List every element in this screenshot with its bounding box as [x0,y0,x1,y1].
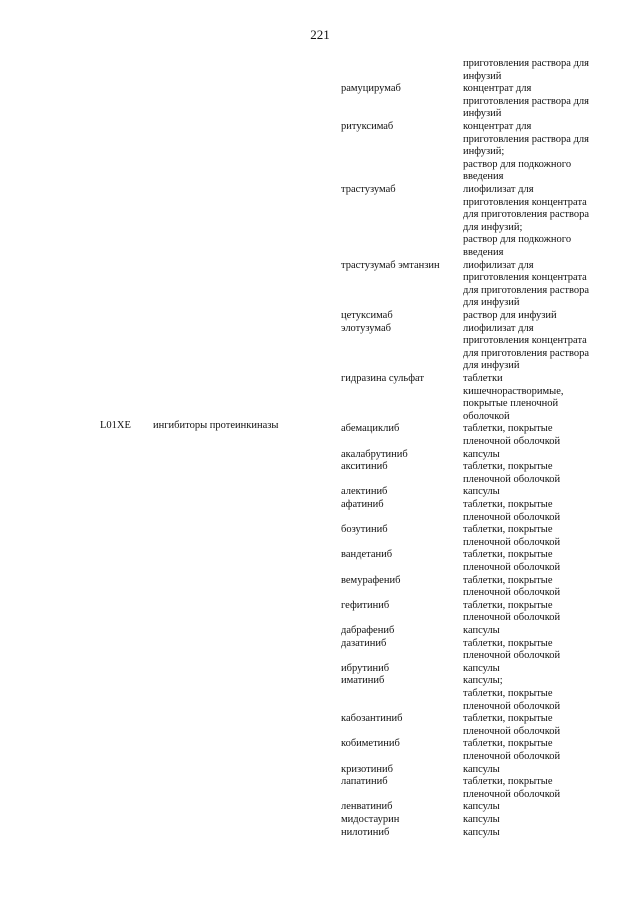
dosage-form-line: капсулы [463,814,500,825]
dosage-form [463,58,598,83]
dosage-form-line: приготовления концентрата [463,272,587,284]
drug-name: гефитиниб [341,599,390,611]
dosage-form [463,801,598,814]
dosage-form-line: приготовления раствора для [463,133,589,145]
dosage-form [463,461,598,486]
dosage-form-line: раствор для подкожного [463,158,572,170]
dosage-form [463,260,598,310]
drug-name: ритуксимаб [341,121,394,132]
dosage-form-line: пленочной оболочкой [463,587,561,599]
dosage-form-line: пленочной оболочкой [463,788,561,800]
dosage-form-line: приготовления раствора для [463,95,589,107]
dosage-form-line: таблетки, покрытые [463,687,553,699]
dosage-form [463,638,598,663]
dosage-form [463,549,598,574]
dosage-form-line: таблетки, покрытые [463,499,553,510]
dosage-form-line: инфузий; [463,146,505,158]
drug-name: акалабрутиниб [341,448,408,460]
dosage-form-line: таблетки, покрытые [463,776,553,788]
dosage-form [463,663,598,676]
dosage-form-line: капсулы [463,448,500,460]
dosage-form-line: для приготовления раствора [463,284,589,296]
dosage-form [463,524,598,549]
dosage-form-line: таблетки, покрытые [463,599,553,611]
dosage-form [463,486,598,499]
dosage-form [463,323,598,373]
dosage-form [463,625,598,638]
dosage-form-line: таблетки, покрытые [463,738,553,750]
dosage-form-line: таблетки, покрытые [463,524,553,536]
dosage-form [463,373,598,423]
atc-code: L01XE [100,420,131,431]
dosage-form-line: таблетки, покрытые [463,461,553,473]
drug-name: алектиниб [341,486,388,498]
dosage-form-line: пленочной оболочкой [463,536,561,548]
dosage-form-line: для инфузий [463,297,520,309]
drug-name: иматиниб [341,675,385,687]
dosage-form-line: лиофилизат для [463,259,534,271]
dosage-form [463,827,598,840]
atc-group-name: ингибиторы протеинкиназы [153,420,279,431]
dosage-form-line: концентрат для [463,83,532,95]
dosage-form [463,184,598,260]
drug-name: трастузумаб эмтанзин [341,259,440,271]
dosage-form-line: инфузий [463,108,502,120]
drug-name: акситиниб [341,461,388,473]
drug-name: дазатиниб [341,637,387,649]
dosage-form [463,499,598,524]
drug-name: кризотиниб [341,763,393,775]
drug-name: бозутиниб [341,524,388,536]
dosage-form-line: оболочкой [463,410,510,422]
dosage-form-line: для приготовления раствора [463,347,589,359]
dosage-form [463,575,598,600]
dosage-form [463,83,598,121]
dosage-form [463,776,598,801]
dosage-form-line: покрытые пленочной [463,398,559,410]
dosage-form-line: пленочной оболочкой [463,561,561,573]
dosage-form [463,600,598,625]
dosage-form-line: кишечнорастворимые, [463,385,564,397]
dosage-form-line: пленочной оболочкой [463,725,561,737]
dosage-form-line: капсулы [463,763,500,775]
dosage-form-line: капсулы [463,662,500,674]
dosage-form-line: пленочной оболочкой [463,473,561,485]
drug-name: кобиметиниб [341,738,400,750]
dosage-form-line: таблетки, покрытые [463,637,553,649]
drug-name: трастузумаб [341,184,396,195]
dosage-form-line: пленочной оболочкой [463,750,561,762]
dosage-form-line: введения [463,246,504,258]
dosage-form-line: приготовления концентрата [463,335,587,347]
dosage-form-line: приготовления раствора для [463,58,589,69]
drug-name: рамуцирумаб [341,83,401,95]
dosage-form-line: капсулы [463,801,500,813]
dosage-form-line: пленочной оболочкой [463,612,561,624]
dosage-form [463,738,598,763]
dosage-form-line: инфузий [463,70,502,82]
dosage-form-line: капсулы [463,486,500,498]
dosage-form-line: пленочной оболочкой [463,650,561,662]
dosage-form-line: лиофилизат для [463,322,534,334]
dosage-form-line: приготовления концентрата [463,196,587,208]
dosage-form-line: введения [463,171,504,183]
drug-name: элотузумаб [341,322,391,334]
drug-name: вемурафениб [341,574,401,586]
dosage-form-line: капсулы [463,625,500,636]
dosage-form-line: лиофилизат для [463,184,534,195]
drug-name: абемациклиб [341,423,400,435]
page-number: 221 [310,27,330,42]
dosage-form [463,449,598,462]
dosage-form-line: концентрат для [463,121,532,132]
drug-name: дабрафениб [341,625,395,636]
dosage-form-line: таблетки, покрытые [463,713,553,725]
dosage-form-line: для инфузий [463,360,520,372]
dosage-form-line: капсулы; [463,675,503,687]
dosage-form [463,764,598,777]
dosage-form-line: раствор для инфузий [463,310,557,321]
dosage-form-line: таблетки, покрытые [463,549,553,561]
dosage-form-line: для инфузий; [463,221,523,233]
drug-name: ленватиниб [341,801,393,813]
dosage-form-line: таблетки, покрытые [463,574,553,586]
drug-name: вандетаниб [341,549,393,561]
drug-name: афатиниб [341,499,384,510]
dosage-form-line: для приготовления раствора [463,209,589,221]
dosage-form [463,423,598,448]
dosage-form [463,675,598,713]
dosage-form [463,814,598,827]
dosage-form [463,713,598,738]
drug-name: гидразина сульфат [341,373,424,384]
dosage-form-line: таблетки, покрытые [463,423,553,435]
drug-name: мидостаурин [341,814,400,825]
drug-name: цетуксимаб [341,310,393,321]
drug-name: нилотиниб [341,826,390,838]
drug-name: кабозантиниб [341,713,403,725]
dosage-form [463,310,598,323]
drug-name: лапатиниб [341,776,388,788]
dosage-form-line: пленочной оболочкой [463,700,561,712]
dosage-form-line: раствор для подкожного [463,234,572,246]
drug-name: ибрутиниб [341,662,390,674]
dosage-form-line: таблетки [463,373,503,384]
dosage-form [463,121,598,184]
dosage-form-line: пленочной оболочкой [463,435,561,447]
dosage-form-line: капсулы [463,826,500,838]
dosage-form-line: пленочной оболочкой [463,511,561,523]
